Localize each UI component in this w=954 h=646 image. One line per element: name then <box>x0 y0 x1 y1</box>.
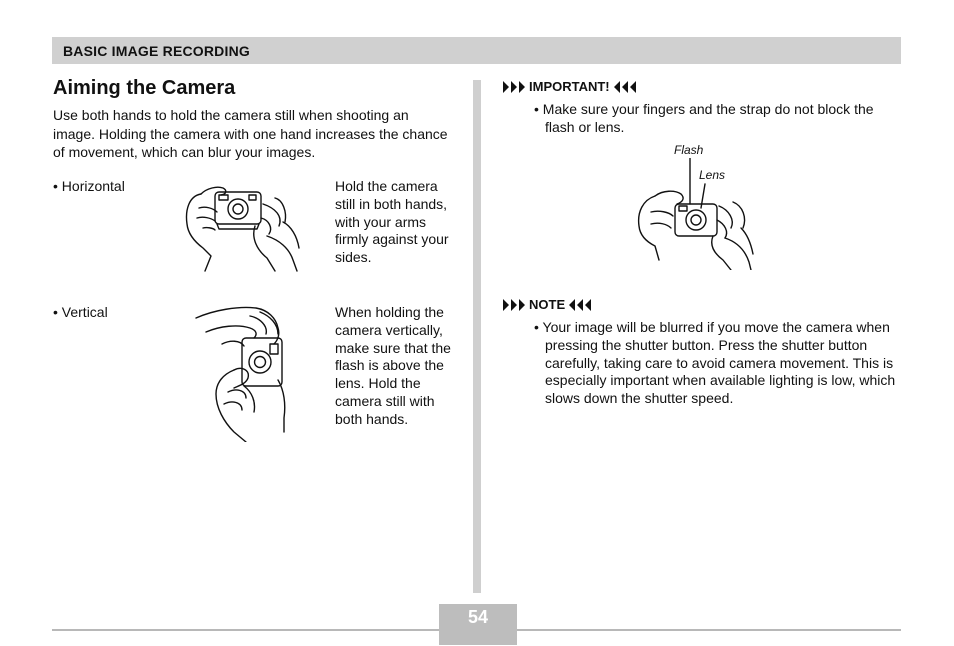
page-number: 54 <box>467 607 489 627</box>
hands-holding-camera-flash-lens-illustration <box>633 158 758 270</box>
intro-paragraph: Use both hands to hold the camera still when shooting an image. Holding the camera with one hand increases the chance of movement, which can blur your images. <box>53 107 448 160</box>
note-title: NOTE <box>529 297 566 312</box>
note-heading <box>503 297 591 312</box>
section-header-label: BASIC IMAGE RECORDING <box>63 43 250 59</box>
horizontal-label: • Horizontal <box>53 178 125 194</box>
triangle-marker-icon <box>569 299 591 311</box>
important-title: IMPORTANT! <box>529 79 610 94</box>
page-number-tab <box>439 604 517 645</box>
vertical-description: When holding the camera vertically, make sure that the flash is above the lens. Hold the camera still with both hands. <box>335 304 451 427</box>
hands-holding-camera-horizontal-illustration <box>183 178 303 273</box>
section-header-bar <box>52 37 901 64</box>
hands-holding-camera-vertical-illustration <box>194 304 294 442</box>
page-title: Aiming the Camera <box>53 77 236 99</box>
horizontal-description: Hold the camera still in both hands, with your arms firmly against your sides. <box>335 178 449 266</box>
flash-callout: Flash <box>674 143 704 157</box>
column-divider <box>473 80 481 593</box>
triangle-marker-icon <box>503 299 525 311</box>
note-bullet: • Your image will be blurred if you move the camera when pressing the shutter button. Press the shutter button carefully, taking care to avoid camera movement. This is especially important when available lighting is low, which slows down the shutter speed. <box>534 319 896 407</box>
triangle-marker-icon <box>614 81 636 93</box>
important-heading <box>503 79 636 94</box>
important-bullet: • Make sure your fingers and the strap do not block the flash or lens. <box>534 101 874 135</box>
triangle-marker-icon <box>503 81 525 93</box>
lens-callout: Lens <box>699 168 726 182</box>
vertical-label: • Vertical <box>53 304 108 320</box>
